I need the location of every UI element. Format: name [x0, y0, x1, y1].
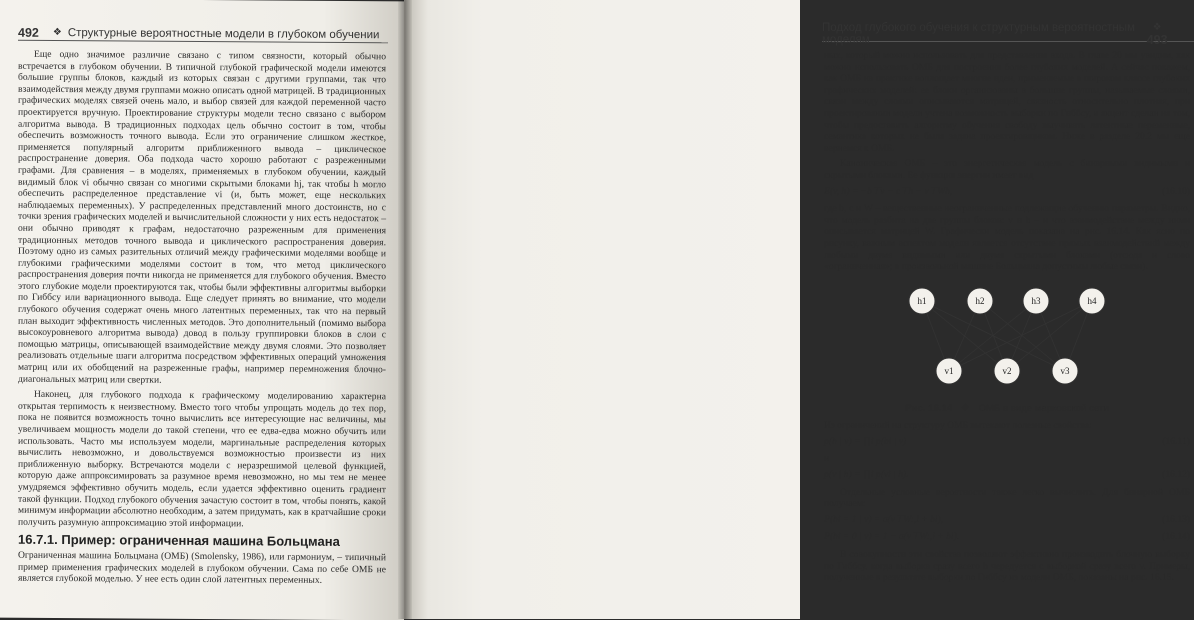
diamond-icon: ❖	[1152, 21, 1162, 33]
diamond-icon: ❖	[960, 402, 970, 414]
right-page	[404, 0, 1190, 619]
figure-caption-text: ОМБ в виде марковской сети	[978, 402, 1109, 414]
equation-formula: P(hi = 1 | v) = σ(v⊤W:,i + bi),	[824, 513, 944, 525]
paragraph: где b, c и W – вещественные неограниченные подлежащие обучению параметры. Видно, что модель разбита на две группы блоков: v и h – и что взаимодействие между ними описывается матрицей W. Графически модель показана на рис. 16.14. Как ясно по рисунку, важным аспектом модели является отсутствие прямых взаимодействий между любыми двумя видимыми или двумя скрытыми блоками (отсюда и слово «ограниченная»; в произвольной машине Больцмана допустимы любые связи).	[824, 203, 1190, 273]
page-number: 492	[18, 25, 39, 40]
equation-formula: E(v, h) = −b⊤v − c⊤h − v⊤Wh,	[824, 185, 953, 197]
left-page-body	[18, 49, 386, 591]
equation-16-11	[824, 436, 1190, 448]
paragraph: Отдельные условные вероятности также легко вычислить. Для бинарной ОМБ получаем:	[824, 486, 1190, 510]
section-title: 16.7.1. Пример: ограниченная машина Больцмана	[18, 532, 340, 550]
equation-16-13	[824, 514, 1190, 526]
paragraph: Из ограничений на структуру ОМБ вытекают полезные свойства:	[824, 420, 1092, 432]
node-label: h3	[1031, 295, 1041, 306]
node-label: v3	[1060, 365, 1070, 376]
equation-number: (16.10)	[1162, 185, 1190, 197]
equation-formula: P(hi = 0 | v) = 1 − σ(v⊤W:,i + bi).	[824, 531, 960, 543]
equation-formula: p(v | h) = ∏i p(vi | h).	[824, 469, 909, 481]
paragraph: ных, который можно использовать для представления входа. В главе 20 мы увидим, как можно использовать ОМБ для построения более глубоких моделей. А сейчас покажем, как ОМБ на практике воплощает многие идеи, применяемые в широком классе глубоких графических моделей: ее блоки организованы в большие группы, называемые слоями, связи между слоями описываются матрицей, связность относительно плотная, при проектировании модели учтена возможность выборки по Гиббсу, и акцент сделан на том, чтобы предоставить алгоритму обучения свободу выучивать латентные переменные, семантика которых не была задана проектировщиком. Ниже в разделе 20.2 мы еще вернемся к ОМБ.	[824, 50, 1190, 154]
equation-number: (16.14)	[1162, 531, 1190, 543]
equation-16-12	[824, 469, 1190, 481]
node-label: h2	[975, 295, 985, 306]
node-label: h1	[917, 295, 927, 306]
node-label: v1	[944, 365, 954, 376]
paragraph: Каноническая ОМБ – это энергетическая модель с бинарными видимыми и скрытыми блоками. Ее функция энергии имеет вид	[824, 158, 1190, 181]
equation-16-14	[824, 531, 1190, 543]
node-label: h4	[1087, 295, 1097, 306]
diamond-icon: ❖	[52, 26, 62, 39]
equation-number: (16.13)	[1162, 513, 1190, 525]
equation-formula: p(h | v) = ∏i p(hi | v)	[824, 435, 907, 447]
equation-number: (16.12)	[1162, 469, 1190, 481]
left-page	[0, 0, 404, 620]
equation-conjunction: и	[824, 453, 830, 465]
book-gutter	[398, 0, 412, 619]
running-title: Структурные вероятностные модели в глубоком обучении	[67, 26, 380, 41]
paragraph: Наконец, для глубокого подхода к графическому моделированию характерна открытая терпимость к неизвестному. Вместо того чтобы упрощать модель до тех пор, пока не появится возможность точно вычислить все интересующие нас величины, мы увеличиваем мощность модели до такой степени, что ее едва-едва можно обучить или использовать. Часто мы используем модели, маргинальные распределения которых вычислить невозможно, и довольствуемся возможностью произвести из них приближенную выборку. Встречаются модели с неразрешимой целевой функцией, которую даже аппроксимировать за разумное время невозможно, но мы тем не менее умудряемся эффективно обучить модель, если удается эффективно оценить градиент такой функции. Подход глубокого обучения зачастую состоит в том, чтобы понять, какой минимум информации абсолютно необходим, а затем придумать, как в кратчайшие сроки получить разумную аппроксимацию этой информации.	[18, 389, 386, 530]
right-page-body	[824, 50, 1190, 588]
rbm-figure	[824, 279, 1190, 399]
figure-number: Рис. 16.14	[905, 402, 953, 414]
node-label: v2	[1002, 365, 1012, 376]
paragraph: В совокупности эти свойства позволяют эффективно производить блочную выборку по Гиббсу, когда выборка сразу всего h чередуется с выборкой сразу всего v. Примеры, полученные в результате выборки по Гиббсу из модели ОМБ, показаны на рис. 16.15.	[824, 549, 1190, 584]
page-number: 493	[1146, 32, 1168, 47]
equation-number: (16.11)	[1162, 435, 1190, 447]
running-title: Подход глубокого обучения к структурным вероятностным моделям	[822, 21, 1135, 46]
paragraph: Ограниченная машина Больцмана (ОМБ) (Smolensky, 1986), или гармониум, – типичный пример применения графических моделей в глубоком обучении. Сама по себе ОМБ не является глубокой моделью. У нее есть один слой латентных переменных.	[18, 549, 386, 586]
paragraph: Еще одно значимое различие связано с типом связности, который обычно встречается в глубоком обучении. В типичной глубокой графической модели имеются большие группы блоков, каждый из которых связан с другими группами, так что взаимодействия между двумя группами можно описать одной матрицей. В традиционных графических моделях связей очень мало, и выбор связей для каждой переменной часто проектируется вручную. Проектирование структуры модели тесно связано с выбором алгоритма вывода. В традиционных подходах цель обычно состоит в том, чтобы обеспечить возможность точного вывода. Если это ограничение слишком жесткое, применяется популярный алгоритм приближенного вывода – циклическое распространение доверия. Оба подхода часто хорошо работают с разреженными графами. Для сравнения – в моделях, применяемых в глубоком обучении, каждый видимый блок vi обычно связан со многими скрытыми блоками hj, так чтобы h могло обеспечить распределенное представление vi (и, быть может, еще нескольких наблюдаемых переменных). У распределенных представлений много достоинств, но с точки зрения графических моделей и вычислительной сложности у них есть недостаток – они обычно приводят к графам, недостаточно разреженным для применения традиционных методов точного вывода и циклического распространения доверия. Поэтому одно из самых разительных отличий между графическими моделями вообще и глубокими графическими моделями состоит в том, что метод циклического распространения доверия почти никогда не применяется для глубокого обучения. Вместо этого глубокие модели проектируются так, чтобы были эффективны алгоритмы выборки по Гиббсу или вариационного вывода. Еще следует принять во внимание, что модели глубокого обучения содержат очень много латентных переменных, так что на первый план выходит эффективность численных методов. Это дополнительный (помимо выбора высокоуровневого алгоритма вывода) довод в пользу группировки блоков в слои с помощью матрицы, описывающей взаимодействие между двумя слоями. Это позволяет реализовать отдельные шаги алгоритма посредством эффективных операций умножения матриц или их обобщений на разреженные графы, например перемножения блочно-диагональных матриц или свертки.	[18, 48, 386, 386]
right-page-header	[822, 21, 1194, 47]
figure-caption	[824, 403, 1190, 415]
rbm-diagram	[824, 279, 1190, 399]
left-page-header	[18, 25, 388, 44]
equation-16-10	[824, 186, 1190, 198]
